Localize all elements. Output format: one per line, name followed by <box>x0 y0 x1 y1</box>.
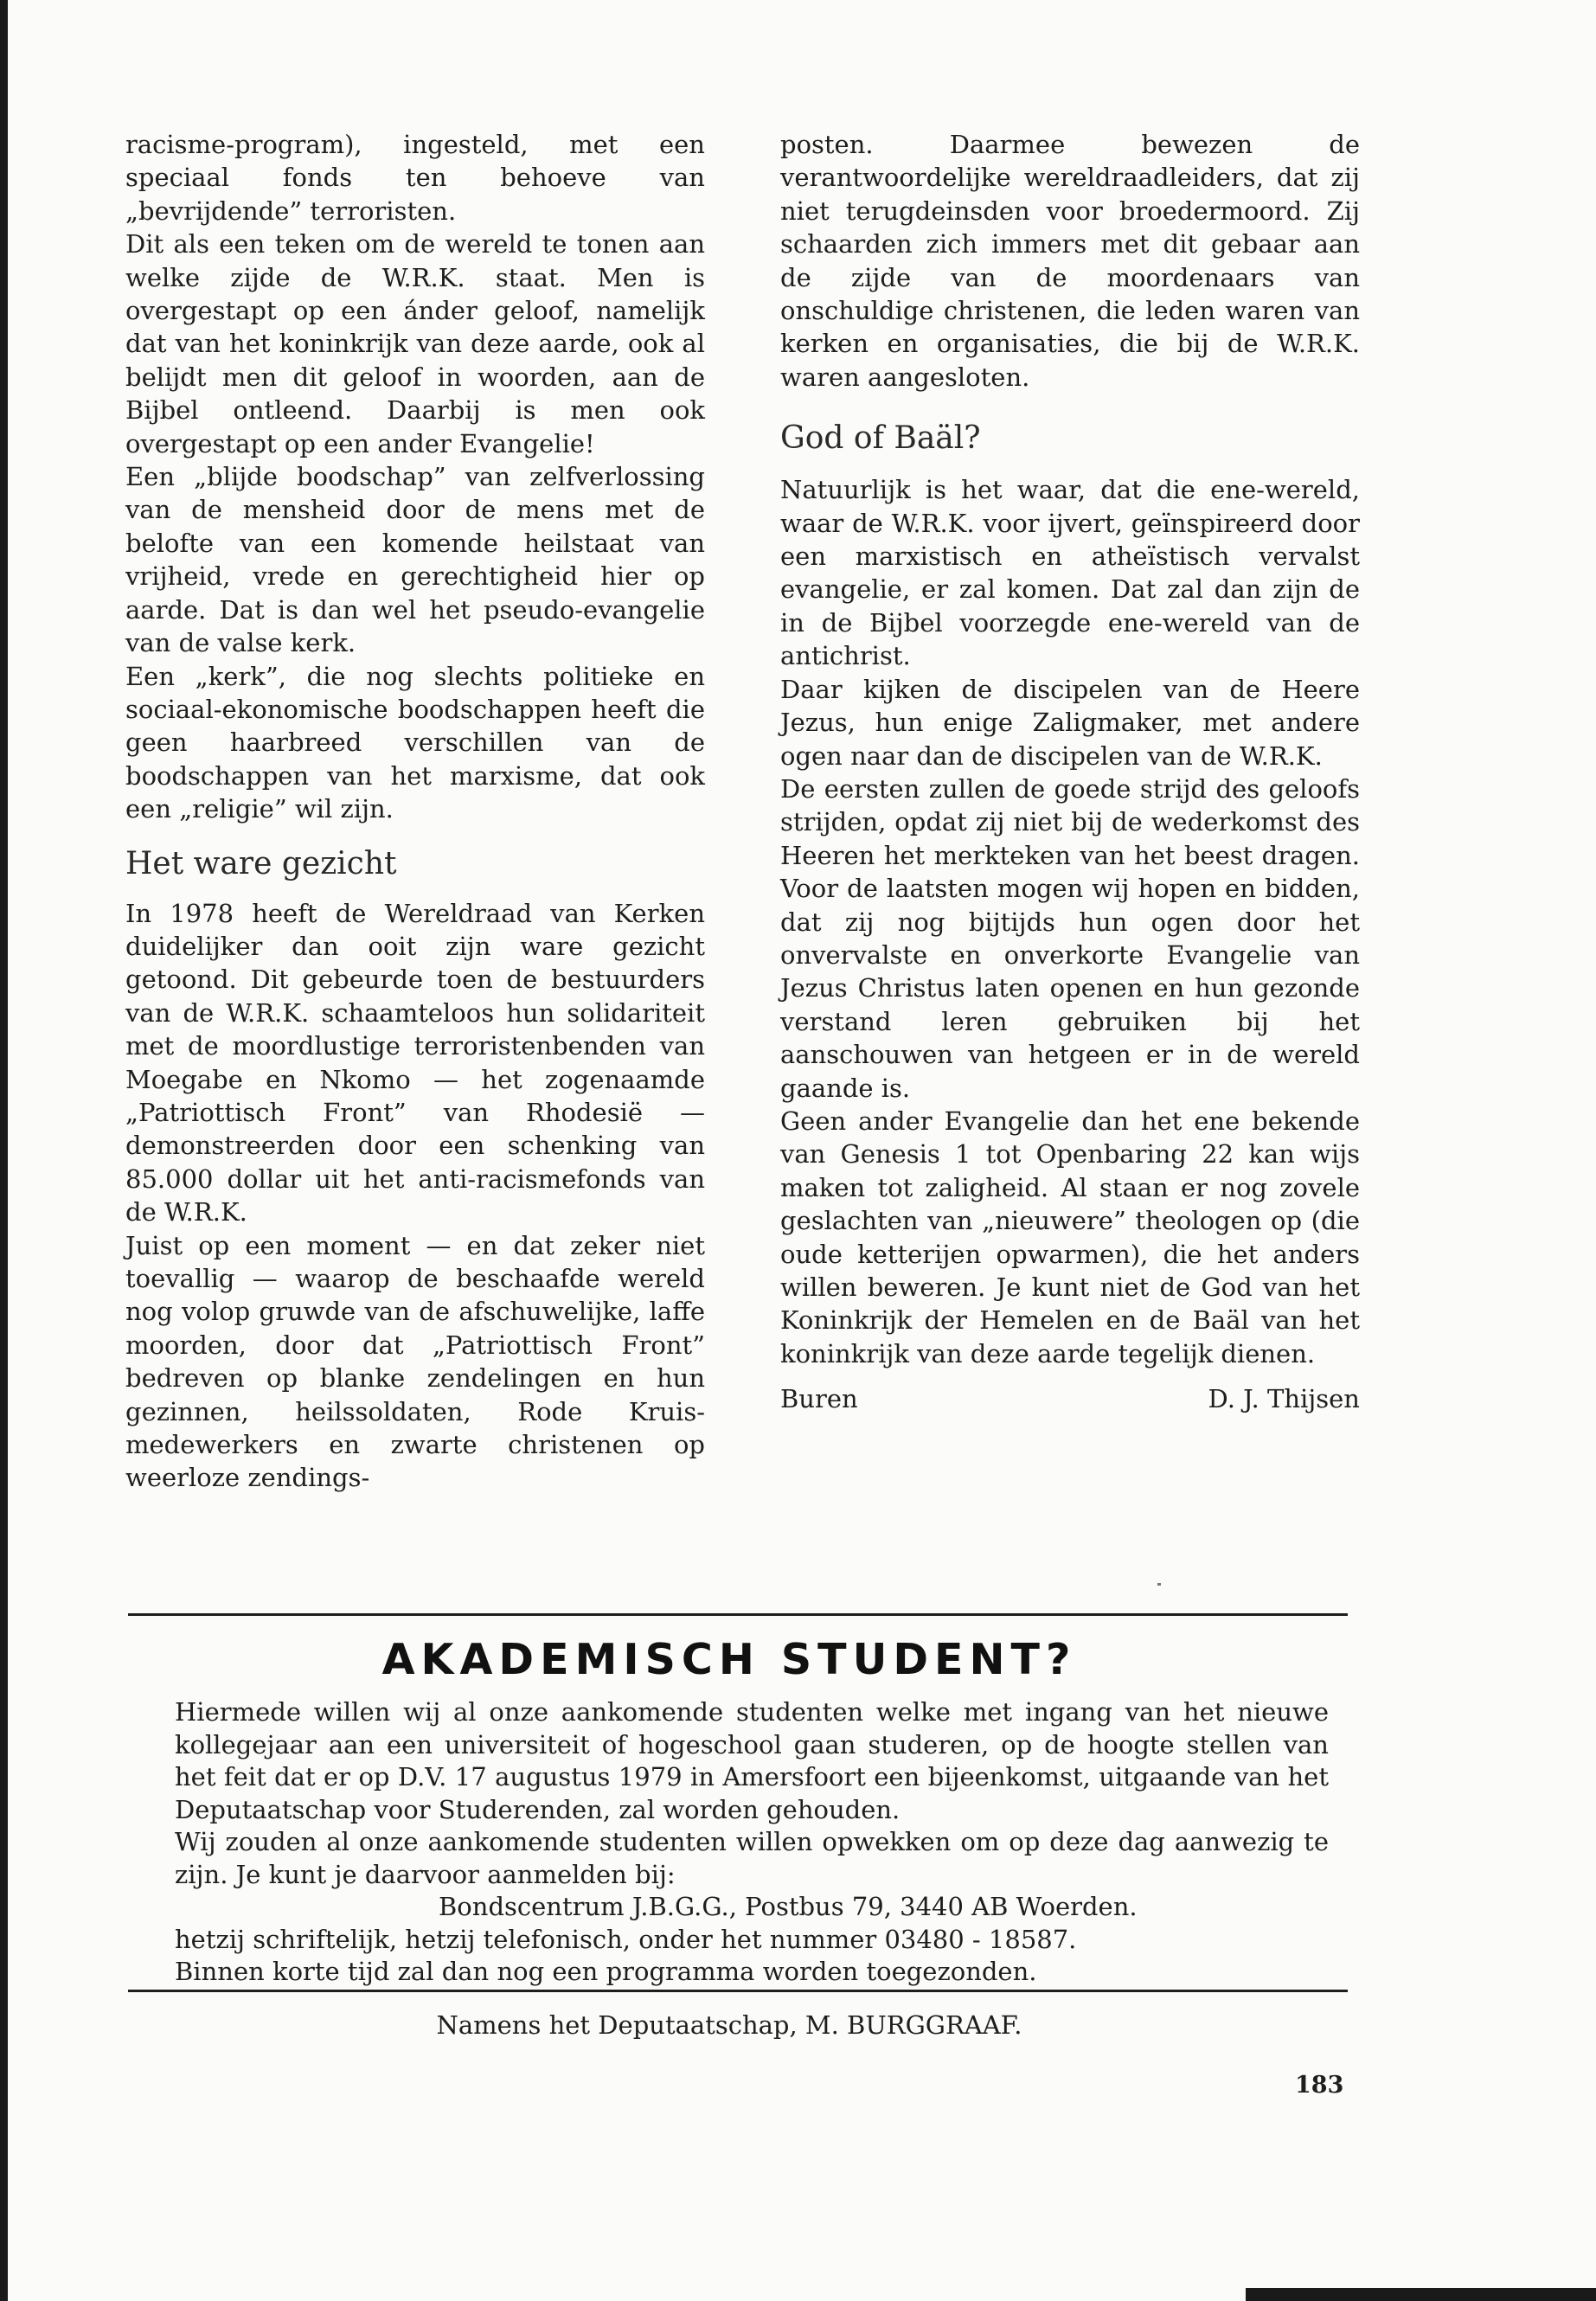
advertisement-paragraph-1: Hiermede willen wij al onze aankomende studenten welke met ingang van het nieuwe kollegejaar aan een universiteit of hogeschool gaan studeren, op de hoogte stellen van het feit dat er op D.V. 17 augustus 1979 in Amersfoort een bijeenkomst, uitgaande van het Deputaatschap voor Studerenden, zal worden gehouden. <box>175 1697 1329 1824</box>
scan-speck <box>1157 1583 1161 1586</box>
advertisement-body <box>175 1696 1329 2041</box>
section-heading-het-ware-gezicht: Het ware gezicht <box>125 845 397 881</box>
right-paragraph-5: Geen ander Evangelie dan het ene bekende van Genesis 1 tot Openbaring 22 kan wijs maken tot zaligheid. Al staan er nog zovele geslachten van „nieuwere” theologen op (die oude ketterijen opwarmen), die het anders willen beweren. Je kunt niet de God van het Koninkrijk der Hemelen en de Baäl van het koninkrijk van deze aarde tegelijk dienen. <box>780 1106 1360 1368</box>
left-paragraph-4: Een „kerk”, die nog slechts politieke en sociaal-ekonomische boodschappen heeft die geen haarbreed verschillen van de boodschappen van het marxisme, dat ook een „religie” wil zijn. <box>125 661 705 824</box>
advertisement-address: Bondscentrum J.B.G.G., Postbus 79, 3440 AB Woerden. <box>439 1892 1138 1921</box>
right-paragraph-3: Daar kijken de discipelen van de Heere Jezus, hun enige Zaligmaker, met andere ogen naar dan de discipelen van de W.R.K. <box>780 674 1360 771</box>
left-paragraph-1: racisme-program), ingesteld, met een speciaal fonds ten behoeve van „bevrijdende” terroristen. <box>125 130 705 226</box>
scan-edge-left <box>0 0 8 2301</box>
right-column <box>780 128 1360 1416</box>
left-paragraph-6: Juist op een moment — en dat zeker niet toevallig — waarop de beschaafde wereld nog volop gruwde van de afschuwelijke, laffe moorden, door dat „Patriottisch Front” bedreven op blanke zendelingen en hun gezinnen, heilssoldaten, Rode Kruis-medewerkers en zwarte christenen op weerloze zendings- <box>125 1230 705 1493</box>
right-paragraph-4: De eersten zullen de goede strijd des geloofs strijden, opdat zij niet bij de wederkomst des Heeren het merkteken van het beest dragen. Voor de laatsten mogen wij hopen en bidden, dat zij nog bijtijds hun ogen door het onvervalste en onverkorte Evangelie van Jezus Christus laten openen en hun gezonde verstand leren gebruiken bij het aanschouwen van hetgeen er in de wereld gaande is. <box>780 773 1360 1103</box>
right-paragraph-2: Natuurlijk is het waar, dat die ene-wereld, waar de W.R.K. voor ijvert, geïnspireerd door een marxistisch en atheïstisch vervalst evangelie, er zal komen. Dat zal dan zijn de in de Bijbel voorzegde ene-wereld van de antichrist. <box>780 475 1360 671</box>
signature-author: D. J. Thijsen <box>1208 1384 1360 1414</box>
left-paragraph-2: Dit als een teken om de wereld te tonen aan welke zijde de W.R.K. staat. Men is overgestapt op een ánder geloof, namelijk dat van het koninkrijk van deze aarde, ook al belijdt men dit geloof in woorden, aan de Bijbel ontleend. Daarbij is men ook overgestapt op een ander Evangelie! <box>125 229 705 458</box>
left-paragraph-3: Een „blijde boodschap” van zelfverlossing van de mensheid door de mens met de belofte van een komende heilstaat van vrijheid, vrede en gerechtigheid hier op aarde. Dat is dan wel het pseudo-evangelie van de valse kerk. <box>125 462 705 658</box>
advertisement-contact: hetzij schriftelijk, hetzij telefonisch, onder het nummer 03480 - 18587. <box>175 1924 1077 1954</box>
page-number: 183 <box>1295 2072 1344 2099</box>
advertisement-title: AKADEMISCH STUDENT? <box>381 1635 1077 1684</box>
section-heading-god-of-baal: God of Baäl? <box>780 420 981 457</box>
advertisement-paragraph-2: Wij zouden al onze aankomende studenten willen opwekken om op deze dag aanwezig te zijn. Je kunt je daarvoor aanmelden bij: <box>175 1827 1329 1889</box>
advertisement-signature: Namens het Deputaatschap, M. BURGGRAAF. <box>436 2009 1022 2040</box>
scan-edge-bottom <box>1246 2288 1596 2301</box>
advertisement-box <box>128 1613 1348 2040</box>
article-signature <box>780 1382 1360 1415</box>
right-paragraph-1: posten. Daarmee bewezen de verantwoordelijke wereldraadleiders, dat zij niet terugdeinsden voor broedermoord. Zij schaarden zich immers met dit gebaar aan de zijde van de moordenaars van onschuldige christenen, die leden waren van kerken en organisaties, die bij de W.R.K. waren aangesloten. <box>780 130 1360 392</box>
signature-place: Buren <box>780 1384 858 1414</box>
advertisement-closing: Binnen korte tijd zal dan nog een programma worden toegezonden. <box>175 1957 1037 1986</box>
left-paragraph-5: In 1978 heeft de Wereldraad van Kerken duidelijker dan ooit zijn ware gezicht getoond. Dit gebeurde toen de bestuurders van de W.R.K. schaamteloos hun solidariteit met de moordlustige terroristenbenden van Moegabe en Nkomo — het zogenaamde „Patriottisch Front” van Rhodesië — demonstreerden door een schenking van 85.000 dollar uit het anti-racismefonds van de W.R.K. <box>125 898 705 1227</box>
left-column <box>125 128 705 1495</box>
